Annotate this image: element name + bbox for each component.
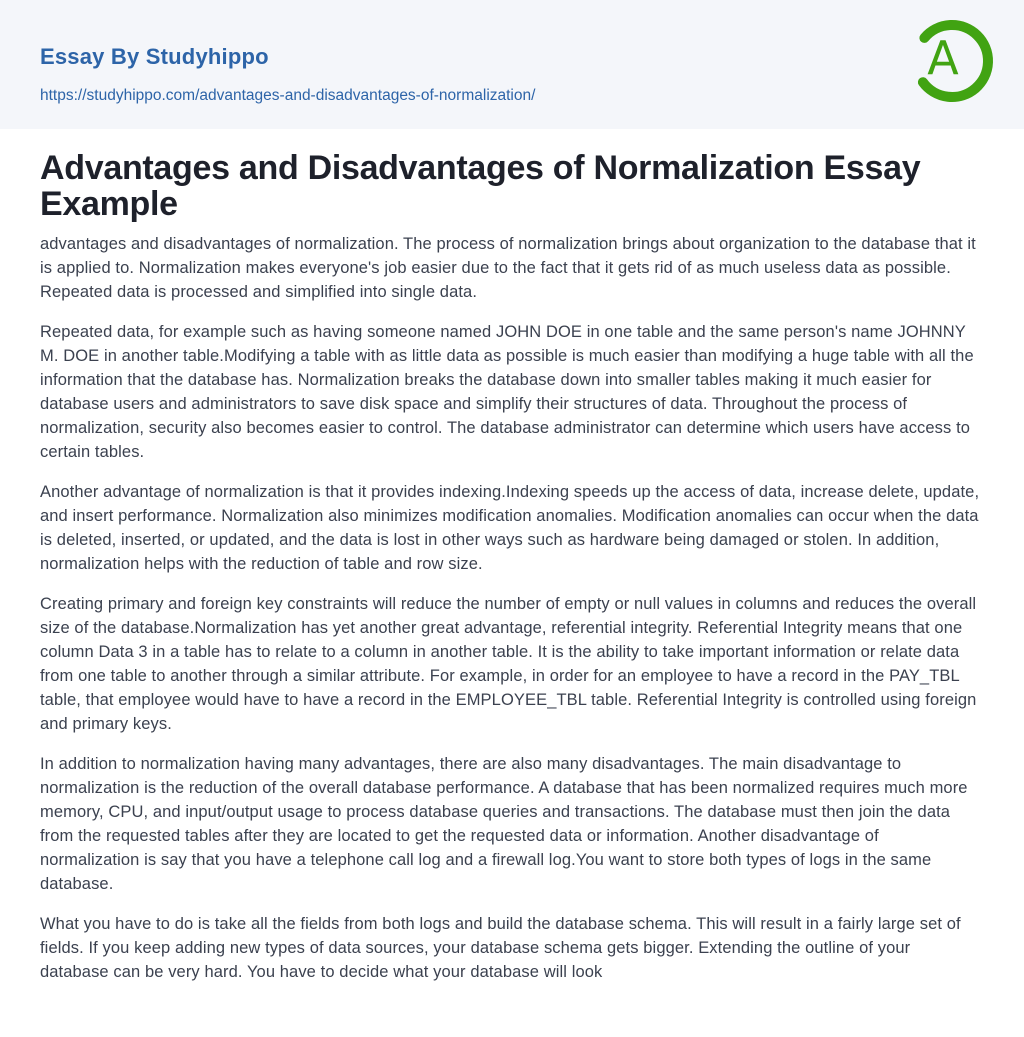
studyhippo-logo	[910, 19, 994, 103]
page-header	[0, 0, 1024, 129]
site-title: Essay By Studyhippo	[40, 44, 269, 69]
essay-paragraph-4: Creating primary and foreign key constraints will reduce the number of empty or null values in columns and reduces the overall size of the database.Normalization has yet another great advantage, referential integrity. Referential Integrity means that one column Data 3 in a table has to relate to a column in another table. It is the ability to take important information or relate data from one table to another through a similar attribute. For example, in order for an employee to have a record in the PAY_TBL table, that employee would have to have a record in the EMPLOYEE_TBL table. Referential Integrity is controlled using foreign and primary keys.	[40, 595, 977, 733]
essay-title: Advantages and Disadvantages of Normalization Essay Example	[40, 149, 921, 223]
essay-paragraph-5: In addition to normalization having many advantages, there are also many disadvantages. The main disadvantage to normalization is the reduction of the overall database performance. A database that has been normalized requires much more memory, CPU, and input/output usage to process database queries and transactions. The database must then join the data from the requested tables after they are located to get the requested data or information. Another disadvantage of normalization is say that you have a telephone call log and a firewall log.You want to store both types of logs in the same database.	[40, 755, 968, 893]
essay-paragraph-2: Repeated data, for example such as having someone named JOHN DOE in one table and the same person's name JOHNNY M. DOE in another table.Modifying a table with as little data as possible is much easier than modifying a huge table with all the information that the database has. Normalization breaks the database down into smaller tables making it much easier for database users and administrators to save disk space and simplify their structures of data. Throughout the process of normalization, security also becomes easier to control. The database administrator can determine which users have access to certain tables.	[40, 323, 974, 461]
logo-letter: A	[927, 31, 959, 85]
essay-paragraph-3: Another advantage of normalization is that it provides indexing.Indexing speeds up the access of data, increase delete, update, and insert performance. Normalization also minimizes modification anomalies. Modification anomalies can occur when the data is deleted, inserted, or updated, and the data is lost in other ways such as hardware being damaged or stolen. In addition, normalization helps with the reduction of table and row size.	[40, 483, 980, 573]
essay-paragraph-6: What you have to do is take all the fields from both logs and build the database schema. This will result in a fairly large set of fields. If you keep adding new types of data sources, your database schema gets bigger. Extending the outline of your database can be very hard. You have to decide what your database will look	[40, 915, 961, 981]
essay-url-link[interactable]: https://studyhippo.com/advantages-and-disadvantages-of-normalization/	[40, 87, 536, 104]
essay-content	[0, 150, 1024, 984]
header-text-block	[40, 0, 984, 105]
essay-paragraph-1: advantages and disadvantages of normalization. The process of normalization brings about organization to the database that it is applied to. Normalization makes everyone's job easier due to the fact that it gets rid of as much useless data as possible. Repeated data is processed and simplified into single data.	[40, 235, 976, 301]
